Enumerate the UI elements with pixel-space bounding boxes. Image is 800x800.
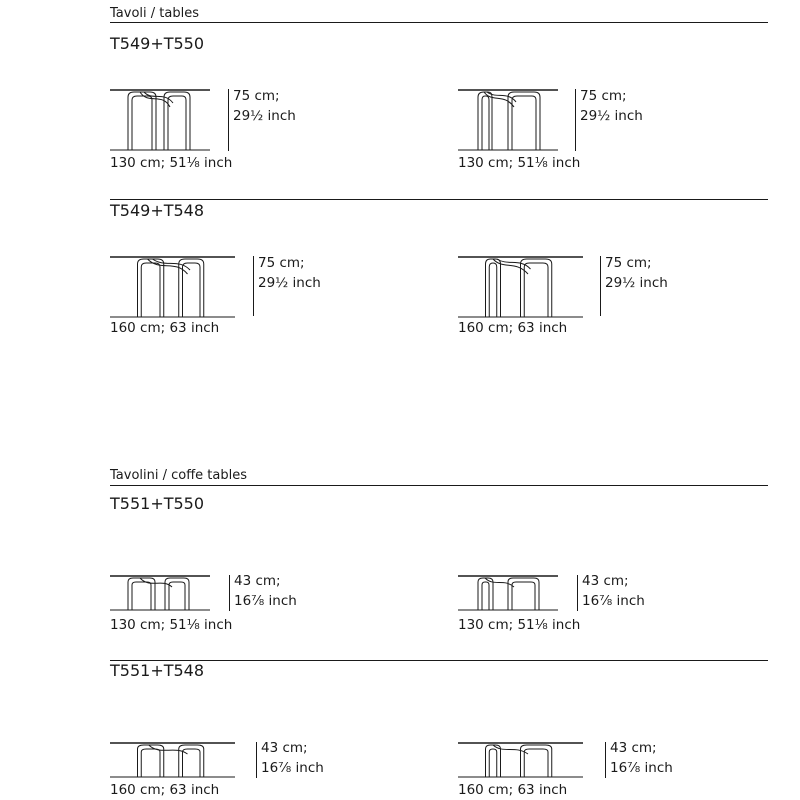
section-title-coffee-tables: Tavolini / coffe tables [110,468,248,483]
height-indicator [575,89,576,151]
height-inch-label: 16⅞ inch [582,593,645,609]
height-cm-label: 75 cm; [233,88,280,104]
height-cm-label: 75 cm; [258,255,305,271]
width-label: 160 cm; 63 inch [110,320,220,336]
product-title-t549-t550: T549+T550 [110,34,205,53]
section-divider [110,485,768,486]
height-cm-label: 43 cm; [234,573,281,589]
section-divider [110,22,768,23]
height-indicator [605,742,606,778]
height-inch-label: 16⅞ inch [261,760,324,776]
height-cm-label: 75 cm; [605,255,652,271]
height-inch-label: 29½ inch [258,275,321,291]
width-label: 160 cm; 63 inch [458,320,568,336]
product-divider [110,660,768,661]
section-title-tables: Tavoli / tables [110,6,199,21]
height-indicator [229,575,230,611]
width-label: 160 cm; 63 inch [110,782,220,798]
height-indicator [256,742,257,778]
height-inch-label: 16⅞ inch [234,593,297,609]
height-inch-label: 29½ inch [233,108,296,124]
height-inch-label: 29½ inch [580,108,643,124]
height-indicator [253,256,254,316]
product-title-t551-t550: T551+T550 [110,494,205,513]
product-divider [110,199,768,200]
height-cm-label: 43 cm; [610,740,657,756]
width-label: 130 cm; 51⅛ inch [110,617,233,633]
height-indicator [577,575,578,611]
height-inch-label: 29½ inch [605,275,668,291]
product-title-t549-t548: T549+T548 [110,201,205,220]
height-inch-label: 16⅞ inch [610,760,673,776]
width-label: 130 cm; 51⅛ inch [110,155,233,171]
height-indicator [600,256,601,316]
width-label: 160 cm; 63 inch [458,782,568,798]
height-indicator [228,89,229,151]
height-cm-label: 43 cm; [582,573,629,589]
height-cm-label: 43 cm; [261,740,308,756]
product-title-t551-t548: T551+T548 [110,661,205,680]
width-label: 130 cm; 51⅛ inch [458,155,581,171]
width-label: 130 cm; 51⅛ inch [458,617,581,633]
height-cm-label: 75 cm; [580,88,627,104]
